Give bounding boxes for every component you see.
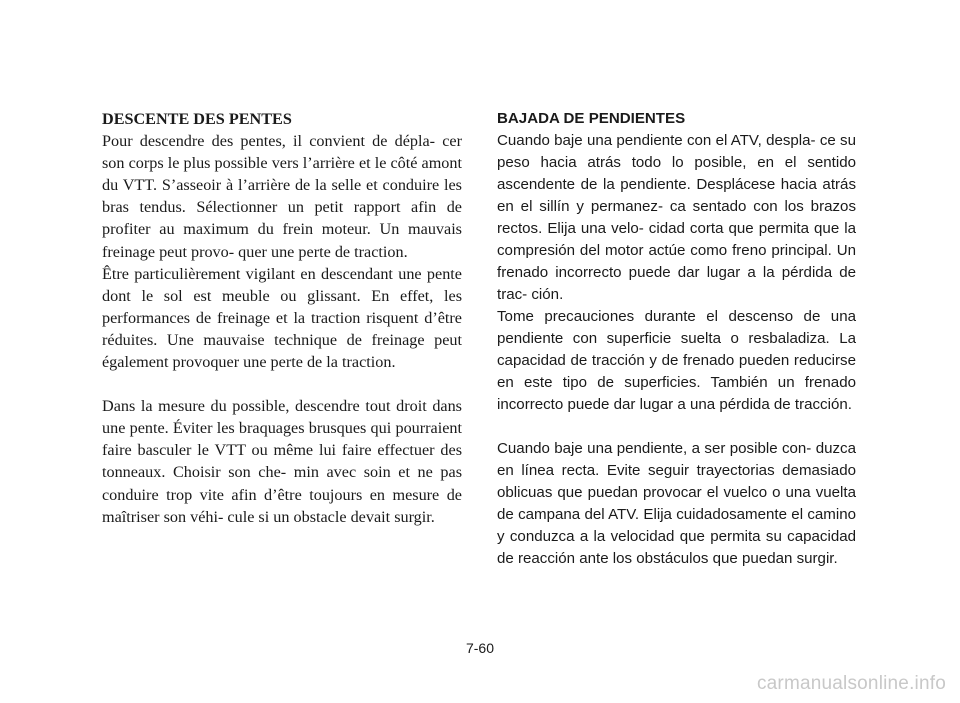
french-column: [102, 108, 462, 528]
spanish-paragraph-1: Cuando baje una pendiente con el ATV, despla- ce su peso hacia atrás todo lo posible, en el sentido ascendente de la pendiente. Desplácese hacia atrás en el sillín y permanez- ca sentado con los brazos rectos. Elija una velo- cidad corta que permita que la compresión del motor actúe como freno principal. Un frenado incorrecto puede dar lugar a la pérdida de trac- ción.: [497, 132, 856, 303]
spanish-heading: BAJADA DE PENDIENTES: [497, 110, 686, 127]
french-paragraph-1: Pour descendre des pentes, il convient de dépla- cer son corps le plus possible vers l’arrière et le côté amont du VTT. S’asseoir à l’arrière de la selle et conduire les bras tendus. Sélectionner un petit rapport afin de profiter au maximum du frein moteur. Un mauvais freinage peut provo- quer une perte de traction.: [102, 132, 462, 261]
paragraph-spacer: [497, 416, 856, 438]
paragraph-spacer: [102, 373, 462, 395]
spanish-paragraph-2: Tome precauciones durante el descenso de una pendiente con superficie suelta o resbaladiza. La capacidad de tracción y de frenado pueden reducirse en este tipo de superficies. También un frenado incorrecto puede dar lugar a una pérdida de tracción.: [497, 308, 856, 413]
spanish-paragraph-3: Cuando baje una pendiente, a ser posible con- duzca en línea recta. Evite seguir trayectorias demasiado oblicuas que puedan provocar el vuelco o una vuelta de campana del ATV. Elija cuidadosamente el camino y conduzca a la velocidad que permita su capacidad de reacción ante los obstáculos que puedan surgir.: [497, 440, 856, 567]
watermark-text: carmanualsonline.info: [756, 673, 946, 694]
french-paragraph-3: Dans la mesure du possible, descendre tout droit dans une pente. Éviter les braquages brusques qui pourraient faire basculer le VTT ou même lui faire effectuer des tonneaux. Choisir son che- min avec soin et ne pas conduire trop vite afin d’être toujours en mesure de maîtriser son véhi- cule si un obstacle devait surgir.: [102, 397, 462, 526]
spanish-column: [497, 108, 856, 570]
french-heading: DESCENTE DES PENTES: [102, 110, 292, 128]
french-paragraph-2: Être particulièrement vigilant en descendant une pente dont le sol est meuble ou glissant. En effet, les performances de freinage et la traction risquent d’être réduites. Une mauvaise technique de freinage peut également provoquer une perte de la traction.: [102, 264, 462, 372]
page-number: 7-60: [465, 640, 495, 656]
